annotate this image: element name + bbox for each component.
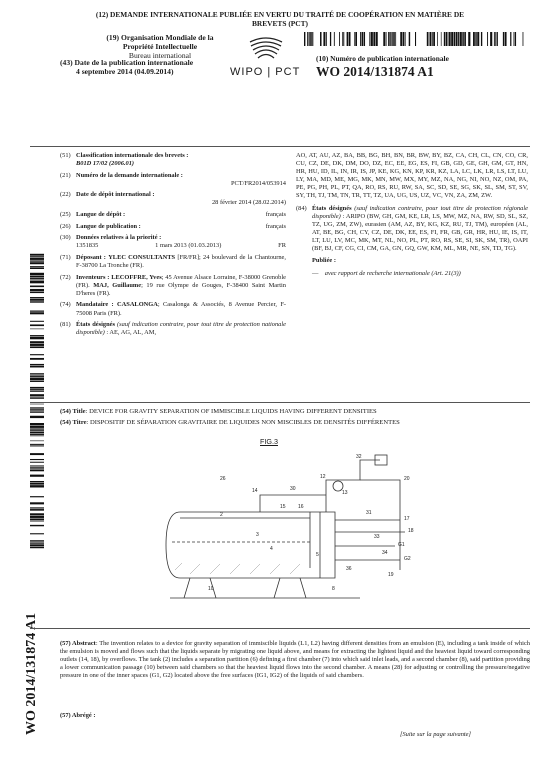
publication-date-block — [60, 58, 240, 76]
title-english: (54) Title: DEVICE FOR GRAVITY SEPARATION OF IMMISCIBLE LIQUIDS HAVING DIFFERENT DENSITIES — [60, 408, 377, 415]
document-type-line2: BREVETS (PCT) — [251, 19, 309, 28]
figure-reference-numeral: 33 — [374, 534, 380, 540]
vertical-barcode-icon — [30, 250, 44, 550]
publication-date-label: (43) Date de la publication internationale — [60, 58, 194, 67]
wipo-emblem-icon — [246, 34, 286, 64]
org-bureau: Bureau international — [128, 51, 192, 60]
abstract-french-label: (57) Abrégé : — [60, 712, 96, 719]
figure-reference-numeral: 5 — [316, 552, 319, 558]
figure-reference-numeral: 26 — [220, 476, 226, 482]
title-french: (54) Titre: DISPOSITIF DE SÉPARATION GRAVITAIRE DE LIQUIDES NON MISCIBLES DE DENSITÉS DIFFÉRENTES — [60, 419, 400, 426]
document-type-heading — [60, 10, 500, 28]
vertical-publication-number: WO 2014/131874 A1 — [24, 612, 39, 735]
figure-reference-numeral: 2 — [220, 512, 223, 518]
titles-divider — [30, 402, 530, 403]
figure-reference-numeral: 13 — [342, 490, 348, 496]
header-divider — [30, 146, 530, 147]
publication-language: français — [265, 222, 286, 230]
field-25: (25) Langue de dépôt : français — [60, 211, 286, 219]
priority-application: 1351835 — [76, 242, 99, 250]
filing-date: 28 février 2014 (28.02.2014) — [211, 199, 286, 207]
figure-reference-numeral: 4 — [270, 546, 273, 552]
barcode-icon — [304, 32, 524, 46]
field-84: (84) États désignés (sauf indication contraire, pour tout titre de protection régionale disponible) : ARIPO (BW, GH, GM, KE, LR, LS, MW, MZ, NA, RW, SD, SL, SZ, TZ, UG, ZM, ZW), eurasien (AM, AZ, BY, KG, KZ, RU, TJ, TM), européen (AL, AT, BE, BG, CH, CY, CZ, DE, DK, EE, ES, FI, FR, GB, GR, HR, HU, IE, IS, IT, LT, LU, LV, MC, MK, MT, NL, NO, PL, PT, RO, RS, SE, SI, SK, SM, TR), OAPI (BF, BJ, CF, CG, CI, CM, GA, GN, GQ, GW, KM, ML, MR, NE, SN, TD, TG). — [296, 204, 528, 253]
inventor-address: ; 45 Avenue Alsace Lorraine, F-38000 Grenoble (FR). — [76, 273, 286, 289]
figure-reference-numeral: 15 — [280, 504, 286, 510]
ipc-classification: B01D 17/02 (2006.01) — [76, 160, 135, 168]
publication-number-label: (10) Numéro de publication internationale — [316, 54, 449, 63]
wipo-pct-logo: WIPO | PCT — [230, 66, 301, 78]
field-74: (74) Mandataire : CASALONGA; Casalonga & Associés, 8 Avenue Percier, F-75008 Paris (FR). — [60, 301, 286, 317]
figure-reference-numeral: 10 — [208, 586, 214, 592]
agent-name: CASALONGA — [117, 301, 158, 309]
figure-reference-numeral: 32 — [356, 454, 362, 460]
figure-reference-numeral: 3 — [256, 532, 259, 538]
filing-language: français — [265, 211, 286, 219]
separator-tank-drawing — [160, 450, 420, 612]
field-72: (72) Inventeurs : LECOFFRE, Yves; 45 Avenue Alsace Lorraine, F-38000 Grenoble (FR). MAJ, Guillaume; 19 rue Olympe de Gouges, F-38400 Saint Martin D'heres (FR). — [60, 273, 286, 297]
org-field-number: (19) — [106, 33, 120, 42]
figure-reference-numeral: 16 — [298, 504, 304, 510]
designated-states-regional: : ARIPO (BW, GH, GM, KE, LR, LS, MW, MZ, NA, RW, SD, SL, SZ, TZ, UG, ZM, ZW), eurasien (AM, AZ, BY, KG, KZ, RU, TJ, TM), européen (AL, AT, BE, BG, CH, CY, CZ, DE, DK, EE, ES, FI, FR, GB, GR, HR, HU, IE, IS, IT, LT, LU, LV, MC, MK, MT, NL, NO, PL, PT, RO, RS, SE, SI, SK, SM, TR), OAPI (BF, BJ, CF, CG, CI, CM, GA, GN, GQ, GW, KM, ML, MR, NE, SN, TD, TG). — [312, 212, 528, 253]
abstract-english: (57) Abstract: The invention relates to a device for gravity separation of immiscible liquids (L1, L2) having different densities from an emulsion (E), including a tank inside of which the emulsion is moved and flows such that the liquids separate by migrating one liquid above, and means for extracting the lightest liquid and the heaviest liquid toward corresponding outlets (14, 18), by overflows. The tank (2) includes a separation partition (6) defining a first chamber (7) into which said inlet leads, and a second chamber (8), said partition providing a lower communication passage (10) between said chambers so that the heaviest liquid flows into the second chamber. A means (28) for adjusting or controlling the pressure/negative pressure in one of the inner spaces (G1, G2) located above the free surfaces (IG1, IG2) of the liquids of said chambers. — [60, 640, 530, 680]
field-21: (21) Numéro de la demande internationale : PCT/FR2014/053914 — [60, 171, 286, 187]
abstract-divider — [30, 628, 530, 629]
applicant-name: YLEC CONSULTANTS — [108, 253, 176, 261]
publication-date-value: 4 septembre 2014 (04.09.2014) — [76, 67, 174, 76]
figure-reference-numeral: 31 — [366, 510, 372, 516]
figure-reference-numeral: G1 — [398, 542, 405, 548]
bibliographic-right-column — [296, 152, 528, 278]
field-26: (26) Langue de publication : français — [60, 222, 286, 230]
continued-note: [Suite sur la page suivante] — [400, 731, 472, 738]
inventor-name: MAJ, Guillaume — [93, 281, 142, 289]
document-type-line1: (12) DEMANDE INTERNATIONALE PUBLIÉE EN VERTU DU TRAITÉ DE COOPÉRATION EN MATIÈRE DE — [95, 10, 465, 19]
org-name-line2: Propriété Intellectuelle — [122, 42, 198, 51]
bibliographic-left-column — [60, 152, 286, 341]
figure-reference-numeral: 36 — [346, 566, 352, 572]
agent-address: ; Casalonga & Associés, 8 Avenue Percier, F-75008 Paris (FR). — [76, 301, 286, 317]
figure-reference-numeral: 17 — [404, 516, 410, 522]
field-71: (71) Déposant : YLEC CONSULTANTS [FR/FR]; 24 boulevard de la Chantourne, F-38700 La Tronche (FR). — [60, 253, 286, 270]
figure-reference-numeral: 14 — [252, 488, 258, 494]
field-81: (81) États désignés (sauf indication contraire, pour tout titre de protection nationale disponible) : AE, AG, AL, AM, — [60, 321, 286, 337]
figure-reference-numeral: 8 — [332, 586, 335, 592]
figure-label: FIG.3 — [260, 437, 278, 446]
organisation-block — [90, 33, 230, 60]
priority-country: FR — [278, 242, 286, 250]
application-number: PCT/FR2014/053914 — [230, 179, 286, 187]
figure-reference-numeral: 20 — [404, 476, 410, 482]
figure-reference-numeral: 30 — [290, 486, 296, 492]
priority-date: 1 mars 2013 (01.03.2013) — [155, 242, 222, 250]
published-label: Publiée : — [312, 257, 336, 265]
published-note: — avec rapport de recherche internationale (Art. 21(3)) — [312, 270, 461, 278]
applicant-address: [FR/FR]; 24 boulevard de la Chantourne, F-38700 La Tronche (FR). — [76, 253, 286, 270]
figure-reference-numeral: 12 — [320, 474, 326, 480]
field-51: (51) Classification internationale des brevets : B01D 17/02 (2006.01) — [60, 152, 189, 168]
field-30: (30) Données relatives à la priorité : 1351835 1 mars 2013 (01.03.2013) FR — [60, 234, 286, 250]
designated-states-national-continued: AO, AT, AU, AZ, BA, BB, BG, BH, BN, BR, BW, BY, BZ, CA, CH, CL, CN, CO, CR, CU, CZ, DE, DK, DM, DO, DZ, EC, EE, EG, ES, FI, GB, GD, GE, GH, GM, GT, HN, HR, HU, ID, IL, IN, IR, IS, JP, KE, KG, KN, KP, KR, KZ, LA, LC, LK, LR, LS, LT, LU, LY, MA, MD, ME, MG, MK, MN, MW, MX, MY, MZ, NA, NG, NI, NO, NZ, OM, PA, PE, PG, PH, PL, PT, QA, RO, RS, RU, RW, SA, SC, SD, SE, SG, SK, SL, SM, ST, SV, SY, TH, TJ, TM, TN, TR, TT, TZ, UA, UG, US, UZ, VC, VN, ZA, ZM, ZW. — [296, 152, 528, 200]
figure-reference-numeral: 18 — [408, 528, 414, 534]
inventor-address: ; 19 rue Olympe de Gouges, F-38400 Saint Martin D'heres (FR). — [76, 281, 286, 297]
figure-reference-numeral: 19 — [388, 572, 394, 578]
figure-reference-numeral: 34 — [382, 550, 388, 556]
publication-number: WO 2014/131874 A1 — [316, 64, 434, 79]
org-name-line1: Organisation Mondiale de la — [120, 33, 214, 42]
field-22: (22) Date de dépôt international : 28 février 2014 (28.02.2014) — [60, 191, 286, 207]
inventor-name: LECOFFRE, Yves — [111, 273, 162, 281]
designated-states-national: : AE, AG, AL, AM, — [104, 329, 157, 337]
figure-reference-numeral: G2 — [404, 556, 411, 562]
